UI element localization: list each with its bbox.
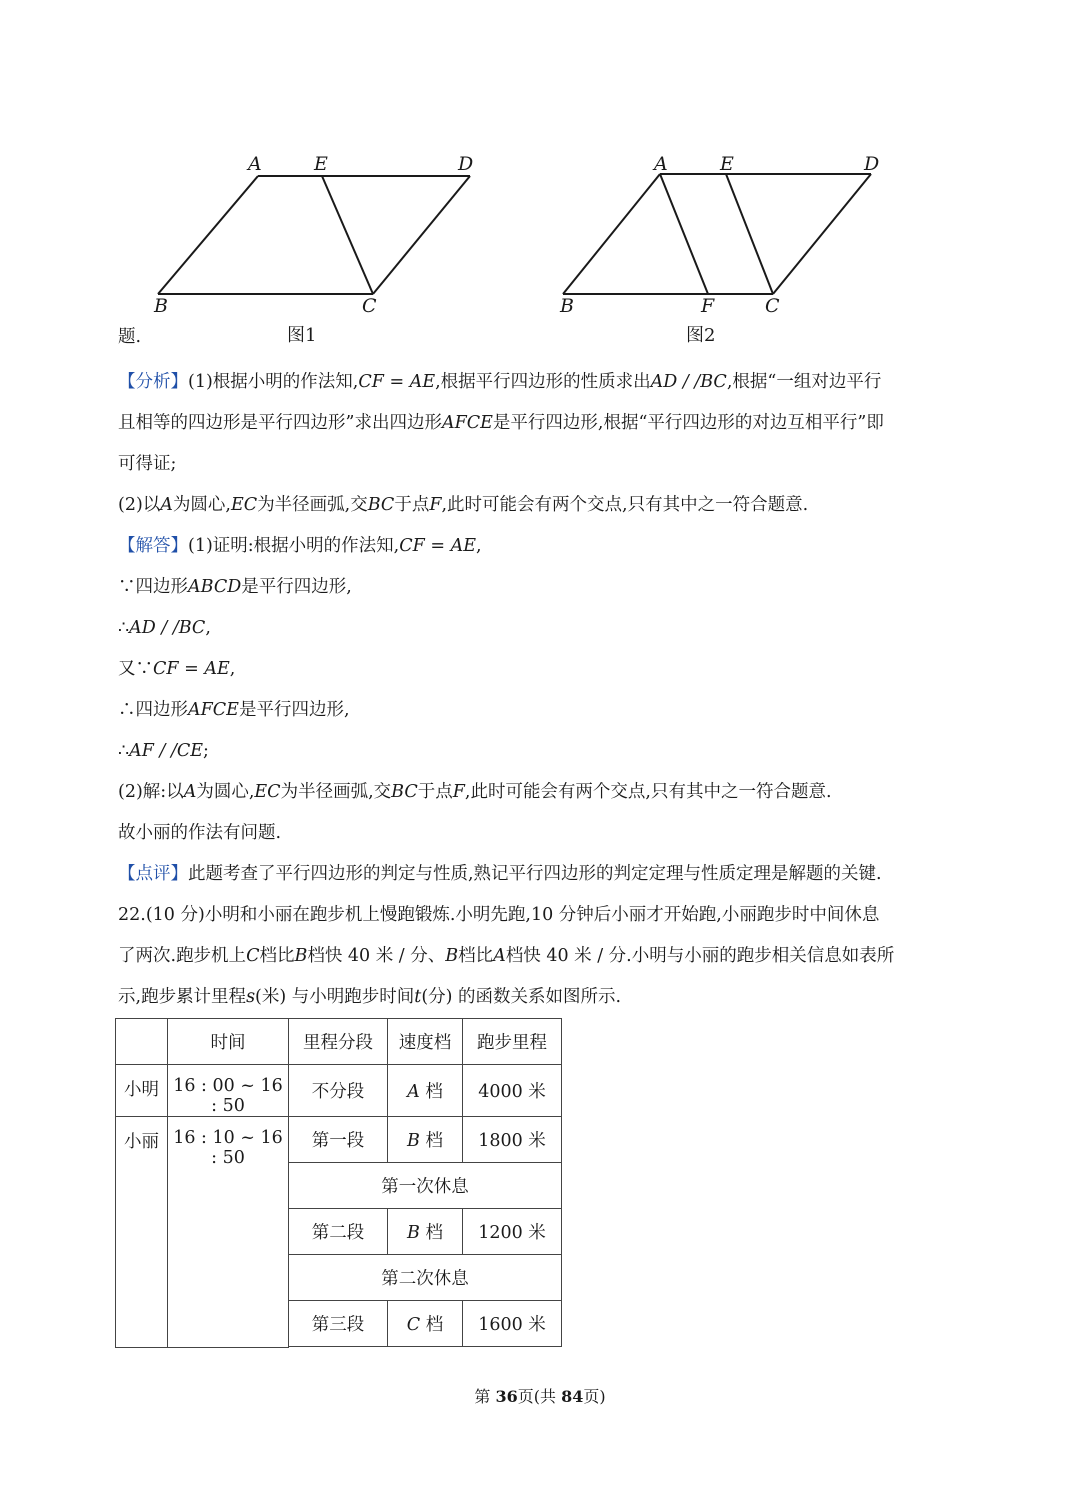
- table-cell: 4000 米: [463, 1065, 562, 1117]
- table-cell: B 档: [388, 1209, 463, 1255]
- analysis-line-3: 可得证;: [118, 454, 177, 474]
- page-footer: 第 36页(共 84页): [474, 1387, 606, 1406]
- fig1-caption: 图1: [287, 325, 317, 346]
- question-22-line-1: 22.(10 分)小明和小丽在跑步机上慢跑锻炼.小明先跑,10 分钟后小丽才开始跑,小丽跑步时中间休息: [118, 905, 880, 925]
- table-header-cell: 速度档: [388, 1019, 463, 1065]
- fig2-label-c: C: [765, 295, 780, 317]
- fig2-label-d: D: [864, 153, 880, 175]
- table-header-cell: 时间: [168, 1019, 289, 1065]
- table-cell: 第三段: [289, 1301, 388, 1347]
- fig2-edge-dc: [773, 174, 871, 294]
- table-cell: 第一段: [289, 1117, 388, 1163]
- fig1-edge-dc: [373, 176, 470, 294]
- fig1-label-b: B: [154, 295, 168, 317]
- fig2-label-a: A: [654, 153, 668, 175]
- fig2-caption: 图2: [686, 325, 716, 346]
- table-row-xiaoli-seg1: [116, 1117, 562, 1163]
- fig1-segment-ec: [322, 176, 373, 294]
- table-cell: 1200 米: [463, 1209, 562, 1255]
- table-cell: 第二次休息: [289, 1255, 562, 1301]
- fig2-label-f: F: [701, 295, 715, 317]
- solution-line-6: ∴AF / /CE;: [118, 741, 209, 761]
- analysis-line-4: (2)以A为圆心,EC为半径画弧,交BC于点F,此时可能会有两个交点,只有其中之一符合题意.: [118, 495, 809, 515]
- table-cell: A 档: [388, 1065, 463, 1117]
- comment-line: 【点评】此题考查了平行四边形的判定与性质,熟记平行四边形的判定定理与性质定理是解题的关键.: [118, 864, 882, 884]
- table-cell: 小明: [116, 1065, 168, 1117]
- solution-line-3: ∴AD / /BC,: [118, 618, 211, 638]
- fig1-label-d: D: [458, 153, 474, 175]
- table-cell: 小丽: [116, 1117, 168, 1348]
- fig2-edge-ab: [563, 174, 660, 294]
- solution-line-4: 又∵CF = AE,: [118, 659, 236, 679]
- solution-tag: 【解答】: [118, 536, 188, 556]
- question-22-line-3: 示,跑步累计里程s(米) 与小明跑步时间t(分) 的函数关系如图所示.: [118, 987, 622, 1007]
- table-header-cell: 跑步里程: [463, 1019, 562, 1065]
- table-cell: 第二段: [289, 1209, 388, 1255]
- table-cell: 16 : 10 ~ 16 : 50: [168, 1117, 289, 1348]
- question-22-line-2: 了两次.跑步机上C档比B档快 40 米 / 分、B档比A档快 40 米 / 分.小明与小丽的跑步相关信息如表所: [118, 946, 895, 966]
- solution-line-1: 【解答】(1)证明:根据小明的作法知,CF = AE,: [118, 536, 482, 556]
- fig1-label-a: A: [248, 153, 262, 175]
- table-cell: 不分段: [289, 1065, 388, 1117]
- fig2-label-e: E: [720, 153, 734, 175]
- table-cell: 1600 米: [463, 1301, 562, 1347]
- table-cell: 1800 米: [463, 1117, 562, 1163]
- analysis-line-2: 且相等的四边形是平行四边形”求出四边形AFCE是平行四边形,根据“平行四边形的对边互相平行”即: [118, 413, 884, 433]
- analysis-tag: 【分析】: [118, 372, 188, 392]
- fig1-edge-ab: [158, 176, 258, 294]
- fig2-segment-ec: [726, 174, 773, 294]
- solution-line-5: ∴四边形AFCE是平行四边形,: [118, 700, 350, 720]
- figure-1-parallelogram: [140, 150, 480, 320]
- table-cell: B 档: [388, 1117, 463, 1163]
- solution-line-2: ∵四边形ABCD是平行四边形,: [118, 577, 352, 597]
- page-total: 84: [561, 1387, 584, 1406]
- table-cell: 16 : 00 ~ 16 : 50: [168, 1065, 289, 1117]
- solution-line-8: 故小丽的作法有问题.: [118, 823, 282, 843]
- solution-line-7: (2)解:以A为圆心,EC为半径画弧,交BC于点F,此时可能会有两个交点,只有其中之一符合题意.: [118, 782, 832, 802]
- text-line-tail: 题.: [118, 327, 142, 347]
- fig1-label-c: C: [362, 295, 377, 317]
- fig1-label-e: E: [314, 153, 328, 175]
- analysis-line-1: 【分析】(1)根据小明的作法知,CF = AE,根据平行四边形的性质求出AD / /BC,根据“一组对边平行: [118, 372, 882, 392]
- table-header-cell: [116, 1019, 168, 1065]
- running-info-table: [115, 1018, 562, 1348]
- table-row-xiaoming: [116, 1065, 562, 1117]
- table-header-cell: 里程分段: [289, 1019, 388, 1065]
- table-cell: C 档: [388, 1301, 463, 1347]
- table-header-row: [116, 1019, 562, 1065]
- fig2-segment-af: [660, 174, 708, 294]
- comment-tag: 【点评】: [118, 864, 188, 884]
- page-number: 36: [495, 1387, 518, 1406]
- figure-2-parallelogram: [548, 150, 888, 320]
- table-cell: 第一次休息: [289, 1163, 562, 1209]
- fig2-label-b: B: [560, 295, 574, 317]
